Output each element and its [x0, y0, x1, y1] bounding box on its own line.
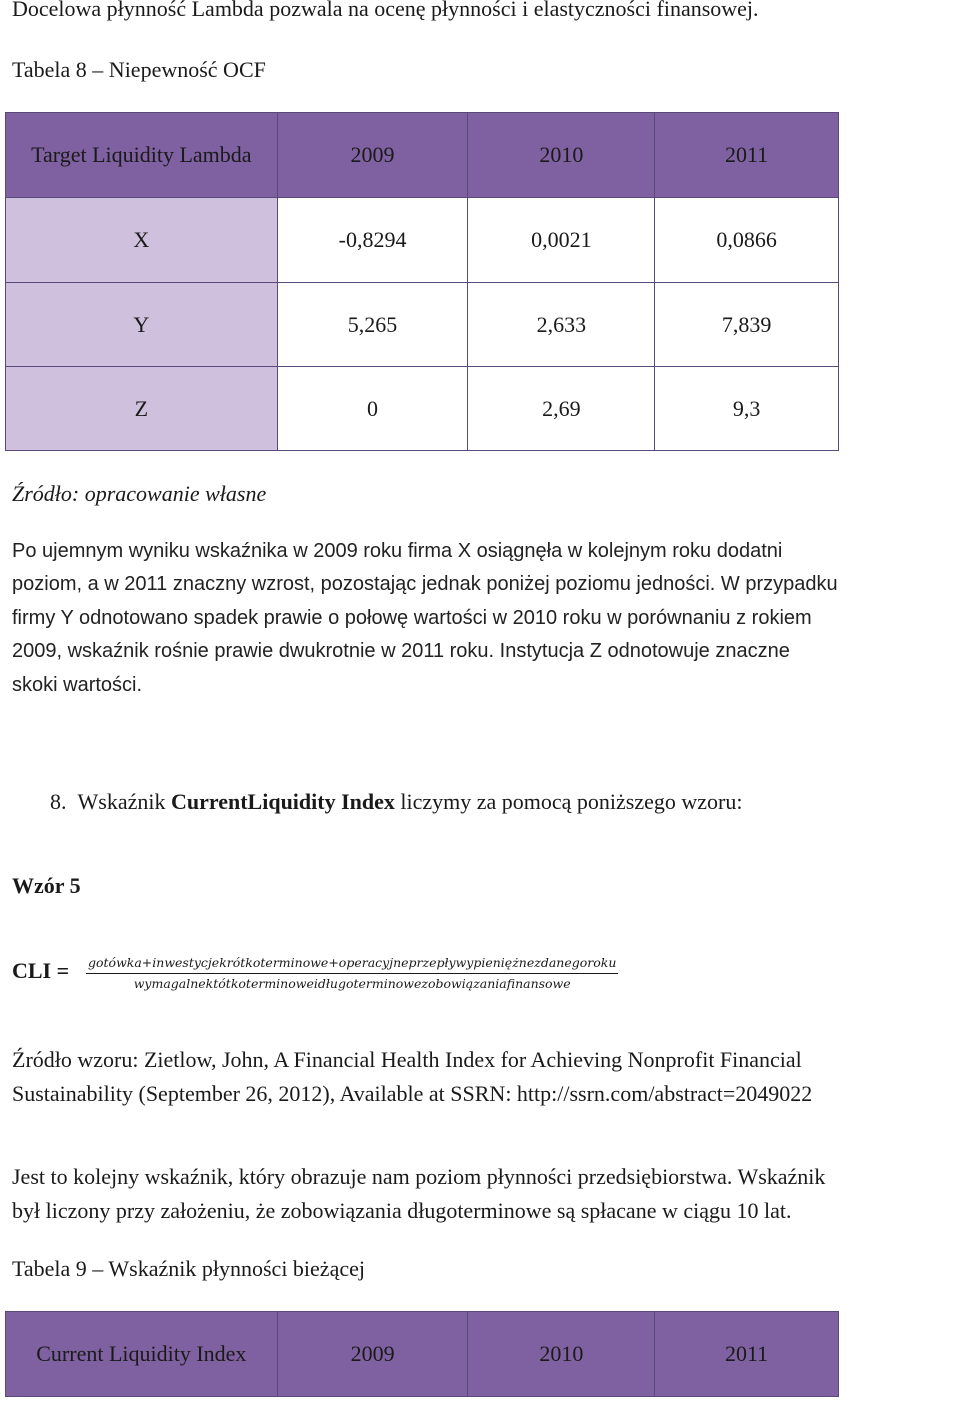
table-cell: 2,633 [468, 283, 655, 367]
formula-source-line: Sustainability (September 26, 2012), Available at SSRN: http://ssrn.com/abstract=2049022 [12, 1081, 813, 1106]
formula-fraction [86, 955, 618, 991]
table8-header-cell: Target Liquidity Lambda [6, 113, 278, 198]
table-cell: 0 [277, 367, 468, 451]
section-bold-term: CurrentLiquidity Index [170, 789, 395, 814]
paragraph-line: był liczony przy założeniu, że zobowiązania długoterminowe są spłacane w ciągu 10 lat. [12, 1198, 792, 1223]
table9-header-cell: 2011 [655, 1312, 839, 1397]
table-row [6, 283, 839, 367]
paragraph-line: poziom, a w 2011 znaczny wzrost, pozostając jednak poniżej poziomu jedności. W przypadku [12, 573, 838, 595]
table-cell: 5,265 [277, 283, 468, 367]
formula-lhs: CLI = [12, 958, 70, 983]
paragraph-line: 2009, wskaźnik rośnie prawie dwukrotnie w 2011 roku. Instytucja Z odnotowuje znaczne [12, 640, 790, 662]
paragraph-line: Jest to kolejny wskaźnik, który obrazuje nam poziom płynności przedsiębiorstwa. Wskaźnik [12, 1164, 826, 1189]
row-label: Y [6, 283, 278, 367]
table8 [5, 112, 839, 451]
table8-header-cell: 2011 [655, 113, 839, 198]
table8-header-row [6, 113, 839, 198]
paragraph-line: Po ujemnym wyniku wskaźnika w 2009 roku firma X osiągnęła w kolejnym roku dodatni [12, 540, 783, 562]
section-number: 8. [50, 789, 67, 814]
table8-header-cell: 2010 [468, 113, 655, 198]
table-cell: 9,3 [655, 367, 839, 451]
table9-header-cell: Current Liquidity Index [6, 1312, 278, 1397]
table-cell: 0,0866 [655, 198, 839, 283]
section-suffix: liczymy za pomocą poniższego wzoru: [400, 789, 743, 814]
table9 [5, 1311, 839, 1397]
table9-header-cell: 2010 [468, 1312, 655, 1397]
section-heading [50, 789, 743, 815]
table9-header-cell: 2009 [277, 1312, 468, 1397]
table8-source: Źródło: opracowanie własne [12, 481, 267, 506]
table-cell: 7,839 [655, 283, 839, 367]
table-cell: 2,69 [468, 367, 655, 451]
intro-line: Docelowa płynność Lambda pozwala na ocenę płynności i elastyczności finansowej. [12, 0, 759, 21]
section-prefix: Wskaźnik [77, 789, 166, 814]
table-cell: -0,8294 [277, 198, 468, 283]
row-label: X [6, 198, 278, 283]
table9-header-row [6, 1312, 839, 1397]
formula-source-line: Źródło wzoru: Zietlow, John, A Financial Health Index for Achieving Nonprofit Financial [12, 1047, 802, 1072]
table-cell: 0,0021 [468, 198, 655, 283]
paragraph-line: firmy Y odnotowano spadek prawie o połowę wartości w 2010 roku w porównaniu z rokiem [12, 607, 812, 629]
paragraph-line: skoki wartości. [12, 674, 143, 696]
table-row [6, 198, 839, 283]
row-label: Z [6, 367, 278, 451]
table8-caption: Tabela 8 – Niepewność OCF [12, 57, 266, 82]
formula-label: Wzór 5 [12, 873, 81, 898]
formula-denominator: wymagalnektótkoterminoweidługoterminowezobowiązaniafinansowe [133, 976, 571, 991]
table9-caption: Tabela 9 – Wskaźnik płynności bieżącej [12, 1256, 365, 1281]
formula-numerator: gotówka+inwestycjekrótkoterminowe+operacyjneprzepływypieniężnezdanegoroku [86, 955, 618, 974]
table8-header-cell: 2009 [277, 113, 468, 198]
table-row [6, 367, 839, 451]
